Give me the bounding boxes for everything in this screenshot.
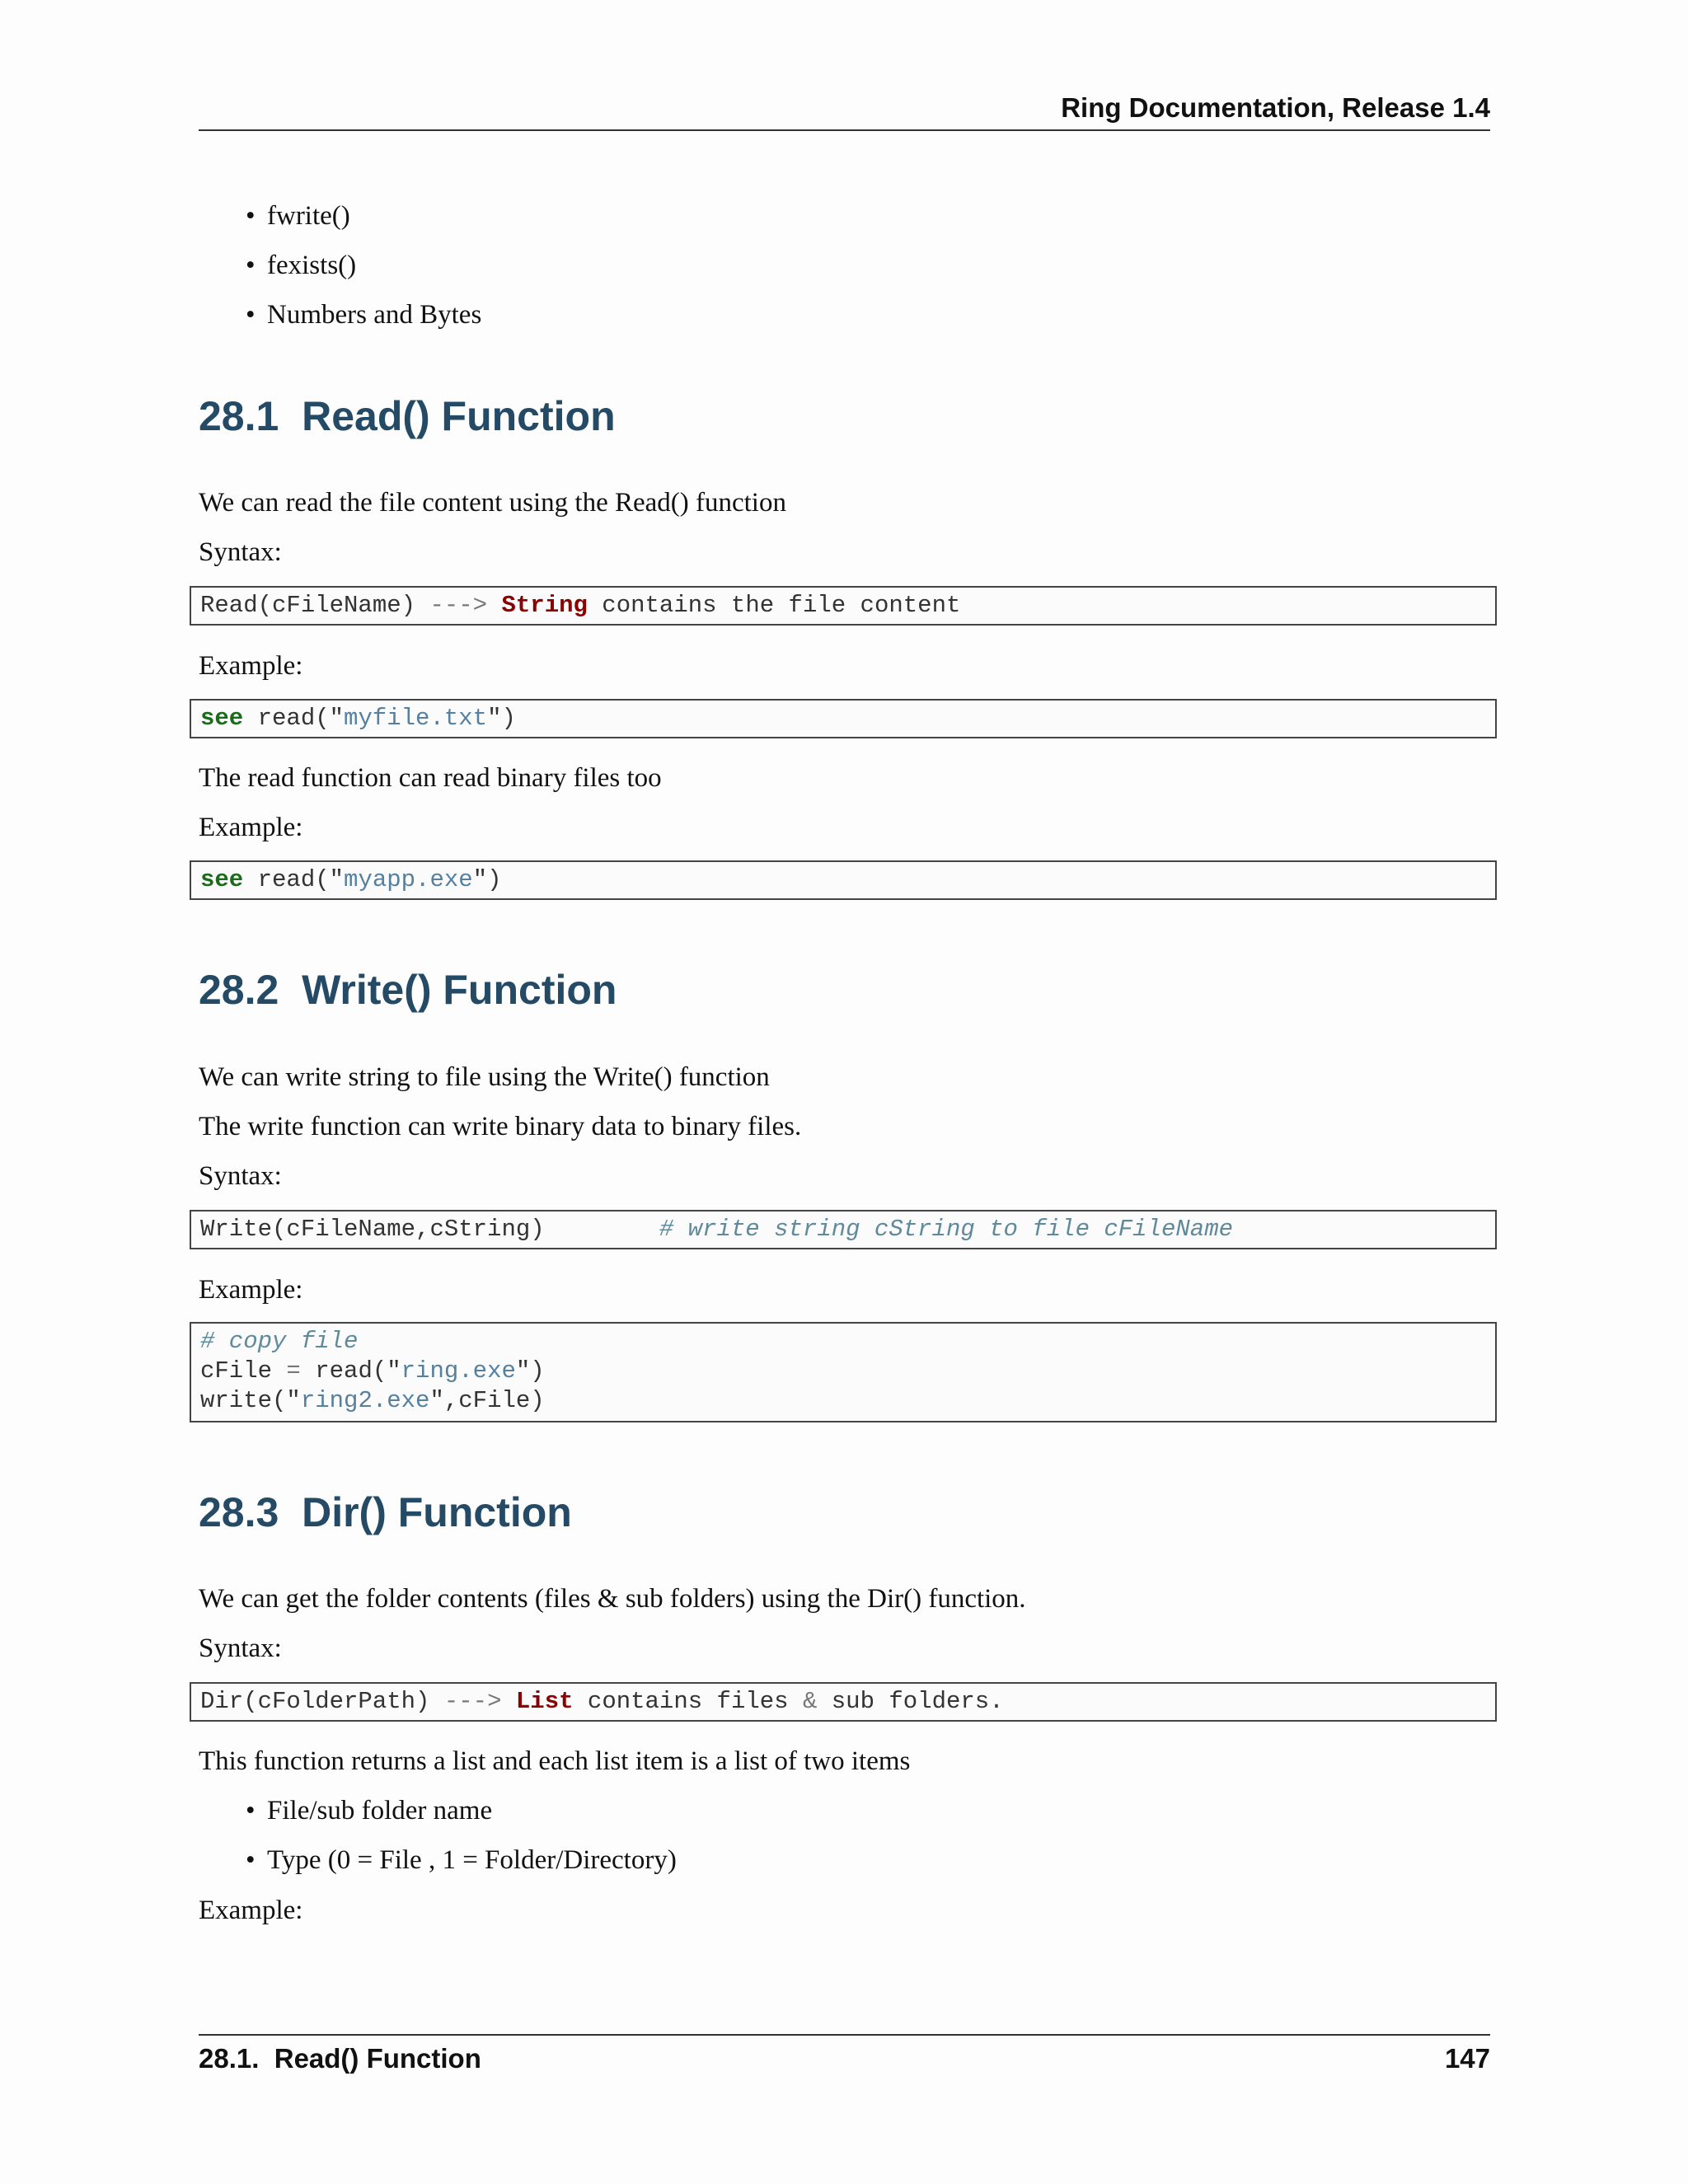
code-block-read-example: see read("myfile.txt") — [190, 699, 1497, 738]
list-item: • Numbers and Bytes — [246, 300, 481, 330]
example-label: Example: — [199, 813, 303, 842]
code-block-read-binary-example: see read("myapp.exe") — [190, 860, 1497, 900]
paragraph: We can read the file content using the Read() function — [199, 488, 786, 518]
page-number: 147 — [1444, 2043, 1490, 2074]
example-label: Example: — [199, 1896, 303, 1925]
paragraph: This function returns a list and each list item is a list of two items — [199, 1746, 911, 1776]
paragraph: We can write string to file using the Write() function — [199, 1062, 770, 1092]
syntax-label: Syntax: — [199, 537, 282, 567]
list-item: • Type (0 = File , 1 = Folder/Directory) — [246, 1845, 677, 1875]
example-label: Example: — [199, 651, 303, 681]
intro-bullet-list — [246, 201, 481, 349]
footer-rule — [199, 2034, 1490, 2036]
header-rule — [199, 129, 1490, 131]
syntax-label: Syntax: — [199, 1161, 282, 1191]
list-item: • File/sub folder name — [246, 1796, 677, 1825]
code-block-dir-syntax: Dir(cFolderPath) ---> List contains files & sub folders. — [190, 1682, 1497, 1722]
running-header: Ring Documentation, Release 1.4 — [1061, 92, 1490, 123]
paragraph: We can get the folder contents (files & sub folders) using the Dir() function. — [199, 1584, 1026, 1614]
code-block-write-syntax: Write(cFileName,cString) # write string cString to file cFileName — [190, 1210, 1497, 1249]
list-item: • fexists() — [246, 251, 481, 280]
section-heading-dir: 28.3 Dir() Function — [199, 1489, 572, 1535]
list-item: • fwrite() — [246, 201, 481, 231]
section-heading-read: 28.1 Read() Function — [199, 393, 616, 439]
footer-section-title: 28.1. Read() Function — [199, 2043, 481, 2074]
paragraph: The read function can read binary files too — [199, 763, 662, 793]
example-label: Example: — [199, 1275, 303, 1305]
code-block-read-syntax: Read(cFileName) ---> String contains the file content — [190, 586, 1497, 626]
section-heading-write: 28.2 Write() Function — [199, 967, 617, 1013]
syntax-label: Syntax: — [199, 1633, 282, 1663]
dir-bullet-list — [246, 1796, 677, 1895]
code-block-write-example: # copy file cFile = read("ring.exe") write("ring2.exe",cFile) — [190, 1322, 1497, 1422]
paragraph: The write function can write binary data to binary files. — [199, 1112, 802, 1141]
